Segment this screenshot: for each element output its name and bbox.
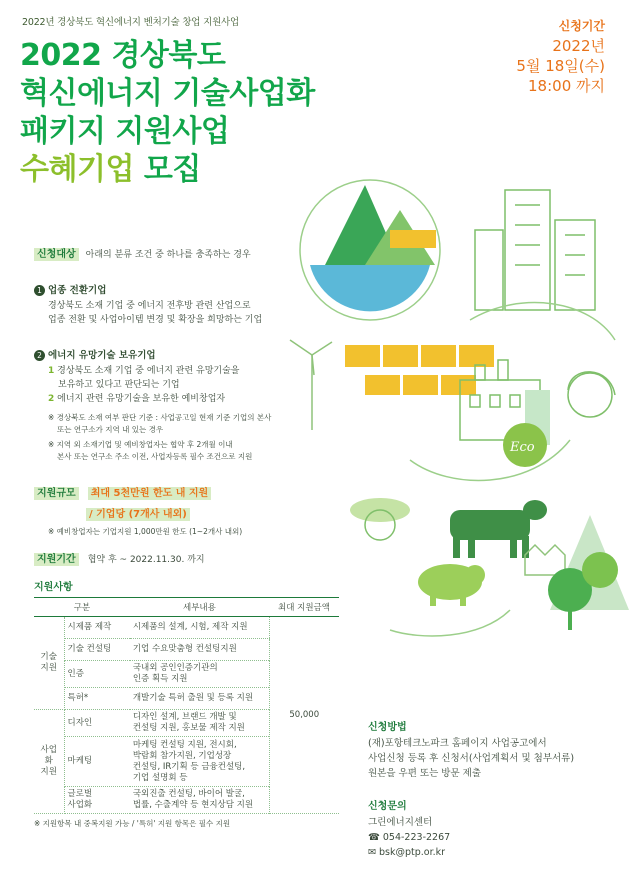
group-biz: 사업화 지원 bbox=[34, 710, 64, 814]
solar-panel-icon bbox=[345, 345, 494, 395]
note1-line2: 또는 연구소가 지역 내 있는 경우 bbox=[57, 425, 164, 434]
row-detail: 국내외 공인인증기관의 인증 획득 지원 bbox=[130, 661, 269, 688]
support-label: 지원사항 bbox=[34, 582, 73, 593]
col-header-category: 구분 bbox=[34, 598, 130, 617]
scale-line2: / 기업당 (7개사 내외) bbox=[86, 508, 190, 521]
row-detail: 디자인 설계, 브랜드 개발 및 컨설팅 지원, 홍보물 제작 지원 bbox=[130, 710, 269, 737]
deadline-date: 5월 18일(수) bbox=[516, 57, 605, 75]
item1-line1: 경상북도 소재 기업 중 에너지 전후방 관련 산업으로 bbox=[48, 301, 251, 311]
title-tail: 모집 bbox=[143, 152, 201, 187]
hand-arc-2 bbox=[470, 303, 615, 340]
phone-icon: ☎ bbox=[368, 832, 380, 843]
kicker-text: 2022년 경상북도 혁신에너지 벤처기술 창업 지원사업 bbox=[22, 17, 240, 28]
item1-title: 업종 전환기업 bbox=[48, 285, 107, 296]
row-category: 기술 컨설팅 bbox=[64, 639, 130, 661]
target-label: 신청대상 bbox=[34, 248, 79, 261]
fence-icon bbox=[525, 545, 565, 575]
row-detail: 시제품의 설계, 시험, 제작 지원 bbox=[130, 617, 269, 639]
note2-line2: 본사 또는 연구소 주소 이전, 사업자등록 필수 조건으로 지원 bbox=[57, 452, 253, 461]
email-icon: ✉ bbox=[368, 847, 376, 858]
bridge-icon bbox=[390, 230, 436, 248]
scale-label: 지원규모 bbox=[34, 487, 79, 500]
apply-line1: (재)포항테크노파크 홈페이지 사업공고에서 bbox=[368, 738, 547, 749]
item1-line2: 업종 전환 및 사업아이템 변경 및 확장을 희망하는 기업 bbox=[48, 315, 263, 325]
col-header-amount: 최대 지원금액 bbox=[269, 598, 339, 617]
apply-label: 신청방법 bbox=[368, 722, 407, 733]
title-line-2: 혁신에너지 기술사업화 bbox=[20, 76, 315, 111]
row-detail: 기업 수요맞춤형 컨설팅지원 bbox=[130, 639, 269, 661]
cow-icon bbox=[450, 500, 547, 558]
title-line-3: 패키지 지원사업 bbox=[20, 114, 230, 149]
deadline-year: 2022년 bbox=[552, 37, 605, 55]
apply-section bbox=[368, 718, 608, 781]
item2-sub1-number: 1 bbox=[48, 366, 55, 376]
apply-line2: 사업신청 등록 후 신청서(사업계획서 및 첨부서류) bbox=[368, 753, 575, 764]
man-icon bbox=[350, 498, 410, 540]
scale-section bbox=[34, 481, 334, 538]
scale-note: ※ 예비창업자는 기업지원 1,000만원 한도 (1~2개사 내외) bbox=[48, 527, 243, 536]
row-detail: 개발기술 특허 출원 및 등록 지원 bbox=[130, 688, 269, 710]
period-label: 지원기간 bbox=[34, 553, 79, 566]
lower-hand-arc bbox=[390, 610, 510, 636]
item2-sub1-line2: 보유하고 있다고 판단되는 기업 bbox=[58, 380, 180, 390]
scale-line1: 최대 5천만원 한도 내 지원 bbox=[88, 487, 211, 500]
row-category: 마케팅 bbox=[64, 737, 130, 787]
amount-cell: 50,000 bbox=[269, 617, 339, 814]
table-row bbox=[34, 617, 339, 639]
deadline-label: 신청기간 bbox=[558, 19, 605, 33]
deadline-box bbox=[516, 16, 605, 96]
item2-sub2-number: 2 bbox=[48, 394, 55, 404]
support-table bbox=[34, 597, 339, 814]
support-footnote: ※ 지원항목 내 중복지원 가능 / '특허' 지원 항목은 필수 지원 bbox=[34, 819, 231, 828]
row-detail: 마케팅 컨설팅 지원, 전시회, 박람회 참가지원, 기업성장 컨설팅, IR기획 등 금융컨설팅, 기업 설명회 등 bbox=[130, 737, 269, 787]
apply-line3: 원본을 우편 또는 방문 제출 bbox=[368, 768, 482, 779]
target-notes bbox=[48, 412, 334, 463]
row-category: 특허* bbox=[64, 688, 130, 710]
item2-sub2-line1: 에너지 관련 유망기술을 보유한 예비창업자 bbox=[57, 394, 226, 404]
row-category: 디자인 bbox=[64, 710, 130, 737]
row-category: 시제품 제작 bbox=[64, 617, 130, 639]
inquiry-label: 신청문의 bbox=[368, 801, 407, 812]
item1-number: 1 bbox=[34, 285, 45, 296]
target-section bbox=[34, 245, 334, 463]
title-line-4 bbox=[20, 152, 201, 188]
col-header-detail: 세부내용 bbox=[130, 598, 269, 617]
deadline-time: 18:00 까지 bbox=[528, 77, 605, 95]
row-detail: 국외진출 컨설팅, 바이어 발굴, 법률, 수출계약 등 현지상담 지원 bbox=[130, 787, 269, 814]
note1-line1: ※ 경상북도 소재 여부 판단 기준 : 사업공고일 현재 기준 기업의 본사 bbox=[48, 413, 272, 422]
item2-sub1-line1: 경상북도 소재 기업 중 에너지 관련 유망기술을 bbox=[57, 366, 240, 376]
note2-line1: ※ 지역 외 소재기업 및 예비창업자는 협약 후 2개월 이내 bbox=[48, 440, 233, 449]
row-category: 글로벌 사업화 bbox=[64, 787, 130, 814]
inquiry-org: 그린에너지센터 bbox=[368, 817, 433, 828]
building-icons bbox=[475, 190, 595, 310]
support-section bbox=[34, 578, 339, 830]
tree-trunk bbox=[568, 600, 572, 630]
pig-icon bbox=[418, 564, 485, 606]
eco-badge-text: Eco bbox=[510, 440, 535, 455]
period-section bbox=[34, 547, 334, 567]
inquiry-section bbox=[368, 797, 608, 860]
period-text: 협약 후 ~ 2022.11.30. 까지 bbox=[87, 555, 205, 565]
group-tech: 기술 지원 bbox=[34, 617, 64, 710]
inquiry-email[interactable]: bsk@ptp.or.kr bbox=[379, 847, 446, 858]
title-highlight: 수혜기업 bbox=[20, 152, 134, 187]
item2-number: 2 bbox=[34, 350, 45, 361]
title-line-1: 2022 경상북도 bbox=[20, 38, 226, 73]
woman-icon bbox=[568, 372, 615, 417]
tree-icon-3 bbox=[582, 552, 618, 588]
item2-text bbox=[48, 364, 334, 406]
item1-text bbox=[48, 299, 334, 327]
target-intro: 아래의 분류 조건 중 하나를 충족하는 경우 bbox=[85, 250, 251, 260]
item2-title: 에너지 유망기술 보유기업 bbox=[48, 350, 156, 361]
inquiry-phone: 054-223-2267 bbox=[382, 832, 451, 843]
row-category: 인증 bbox=[64, 661, 130, 688]
